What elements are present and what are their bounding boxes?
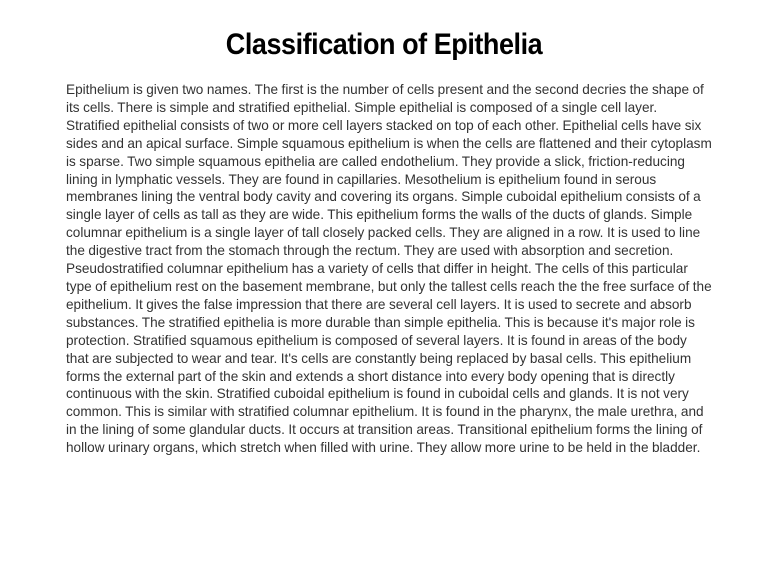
slide-title: Classification of Epithelia — [225, 28, 543, 61]
slide-body-text: Epithelium is given two names. The first is the number of cells present and the second decries the shape of its cells. There is simple and stratified epithelial. Simple epithelial is composed of a single cell layer. Stratified epithelial consists of two or more cell layers stacked on top of each other. Epithelial cells have six sides and an apical surface. Simple squamous epithelium is when the cells are flattened and their cytoplasm is sparse. Two simple squamous epithelia are called endothelium. They provide a slick, friction-reducing lining in lymphatic vessels. They are found in capillaries. Mesothelium is epithelium found in serous membranes lining the ventral body cavity and covering its organs. Simple cuboidal epithelium consists of a single layer of cells as tall as they are wide. This epithelium forms the walls of the ducts of glands. Simple columnar epithelium is a single layer of tall closely packed cells. They are aligned in a row. It is used to line the digestive tract from the stomach through the rectum. They are used with absorption and secretion. Pseudostratified columnar epithelium has a variety of cells that differ in height. The cells of this particular type of epithelium rest on the basement membrane, but only the tallest cells reach the the free surface of the epithelium. It gives the false impression that there are several cell layers. It is used to secrete and absorb substances. The stratified epithelia is more durable than simple epithelia. This is because it's major role is protection. Stratified squamous epithelium is composed of several layers. It is found in areas of the body that are subjected to wear and tear. It's cells are constantly being replaced by basal cells. This epithelium forms the external part of the skin and extends a short distance into every body opening that is directly continuous with the skin. Stratified cuboidal epithelium is found in cuboidal cells and glands. It is not very common. This is similar with stratified columnar epithelium. It is found in the pharynx, the male urethra, and in the lining of some glandular ducts. It occurs at transition areas. Transitional epithelium forms the lining of hollow urinary organs, which stretch when filled with urine. They allow more urine to be held in the bladder. — [66, 82, 712, 456]
